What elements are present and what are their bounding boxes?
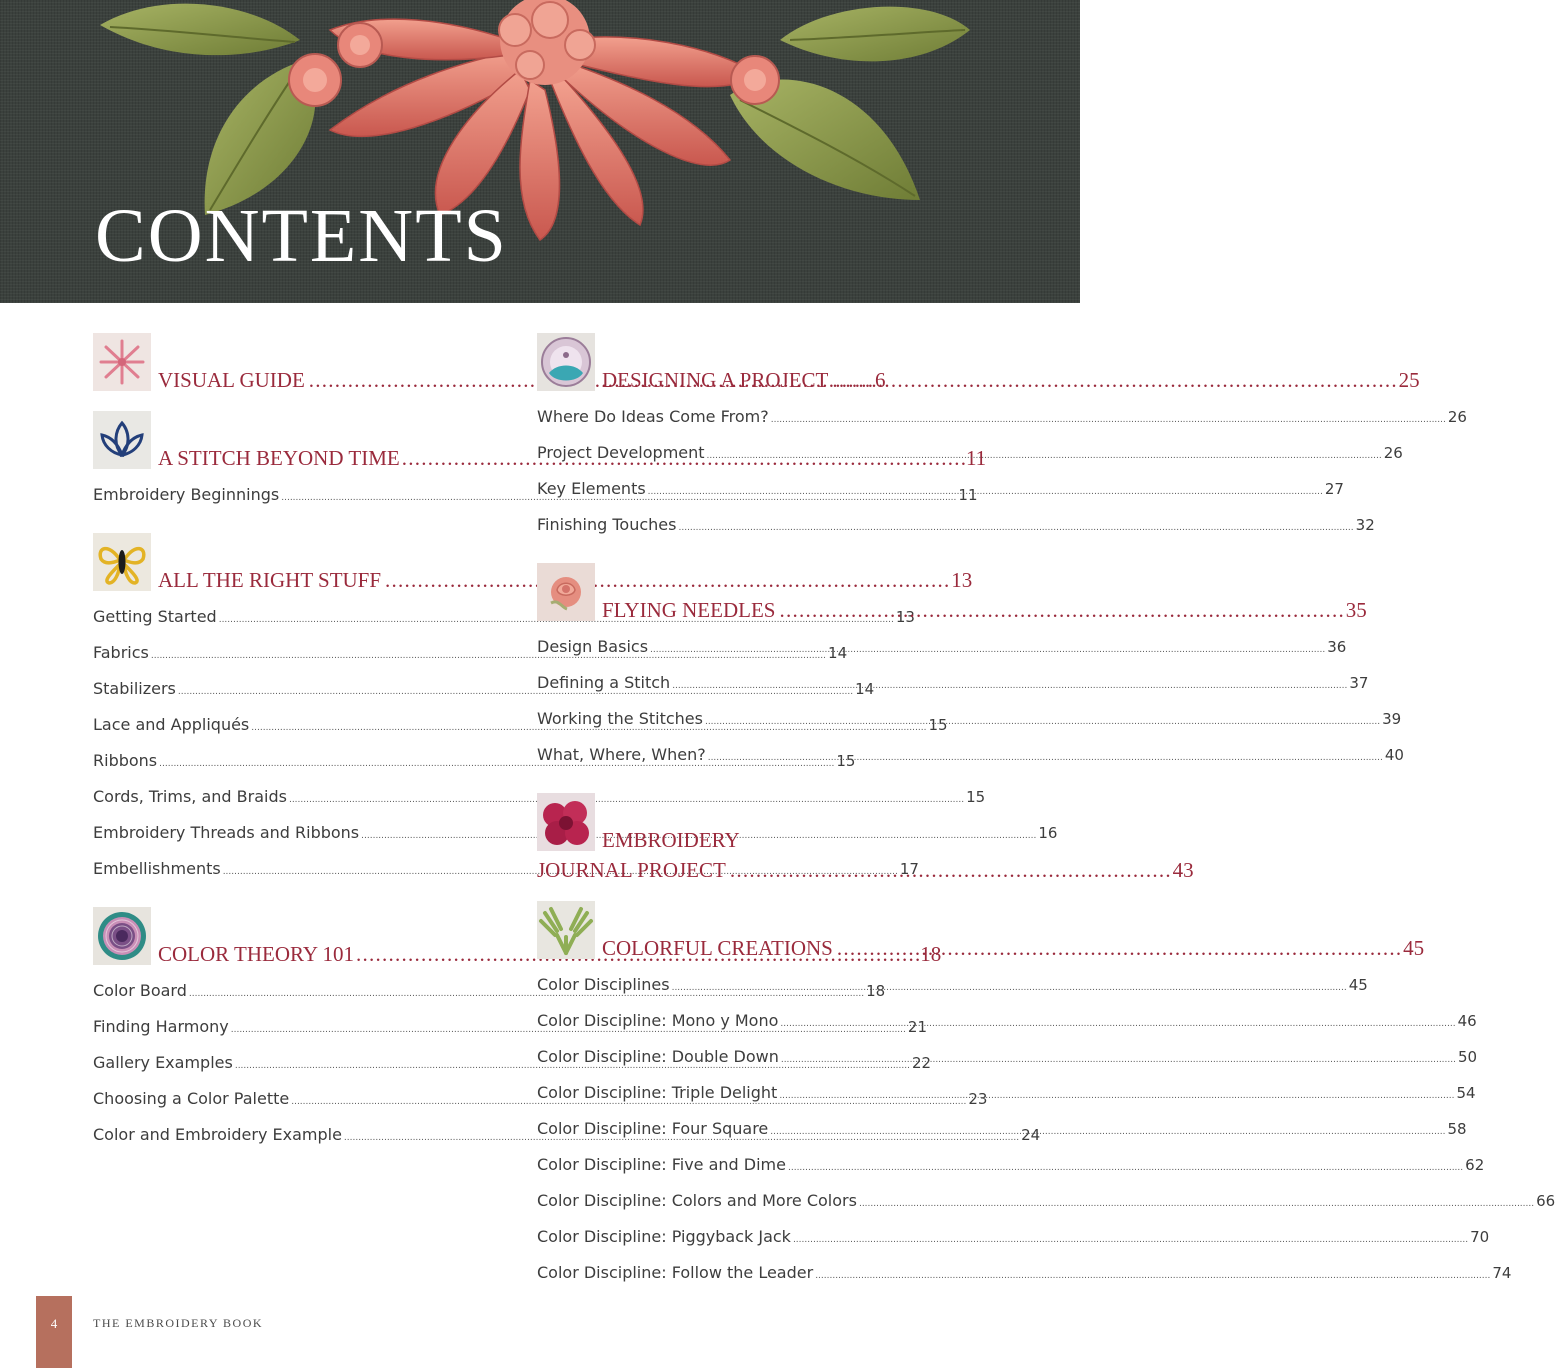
toc-entry[interactable] <box>537 1255 1512 1291</box>
toc-entry[interactable] <box>537 665 1369 701</box>
entry-page: 15 <box>836 752 856 770</box>
entry-label: Finishing Touches <box>537 515 677 534</box>
leaf-right-top <box>780 7 970 62</box>
entry-label: Color Disciplines <box>537 975 670 994</box>
entry-page: 24 <box>1021 1126 1041 1144</box>
section-page: 6 <box>875 368 886 392</box>
toc-entry[interactable] <box>537 399 1467 435</box>
purple-flower-icon <box>93 907 151 965</box>
entry-page: 22 <box>912 1054 932 1072</box>
dot-leader <box>650 632 1325 668</box>
entry-label: Color Board <box>93 981 187 1000</box>
section-page: 35 <box>1345 598 1367 622</box>
entry-label: Defining a Stitch <box>537 673 671 692</box>
entry-page: 23 <box>968 1090 988 1108</box>
toc-entry[interactable] <box>93 815 1058 851</box>
entry-page: 66 <box>1536 1192 1555 1210</box>
yellow-butterfly-icon <box>93 533 151 591</box>
dot-leader <box>832 370 1394 391</box>
entry-label: Finding Harmony <box>93 1017 229 1036</box>
section-title: COLORFUL CREATIONS <box>602 936 833 960</box>
dot-leader <box>780 1006 1455 1042</box>
entry-label: Where Do Ideas Come From? <box>537 407 769 426</box>
entry-label: Stabilizers <box>93 679 176 698</box>
entry-page: 14 <box>828 644 848 662</box>
toc-entry[interactable] <box>537 737 1404 773</box>
entry-page: 74 <box>1492 1264 1512 1282</box>
entry-page: 18 <box>866 982 886 1000</box>
section-page: 43 <box>1172 858 1194 882</box>
entry-page: 13 <box>895 608 915 626</box>
dot-leader <box>678 510 1353 546</box>
entry-label: Color and Embroidery Example <box>93 1125 342 1144</box>
section-page: 18 <box>920 942 942 966</box>
entry-label: Color Discipline: Follow the Leader <box>537 1263 814 1282</box>
section-title: VISUAL GUIDE <box>158 368 305 392</box>
entry-page: 40 <box>1384 746 1404 764</box>
section-page: 13 <box>951 568 973 592</box>
dot-leader <box>793 1222 1468 1258</box>
entry-label: Project Development <box>537 443 705 462</box>
dot-leader <box>771 402 1446 438</box>
dot-leader <box>708 740 1383 776</box>
section-page: 11 <box>965 446 987 470</box>
dot-leader <box>707 438 1382 474</box>
entry-page: 15 <box>966 788 986 806</box>
dot-leader <box>837 938 1399 959</box>
entry-page: 11 <box>958 486 978 504</box>
embroidered-button-icon <box>537 333 595 391</box>
section-page: 45 <box>1403 936 1425 960</box>
entry-label: Color Discipline: Triple Delight <box>537 1083 778 1102</box>
section-title: DESIGNING A PROJECT <box>602 368 829 392</box>
entry-label: Lace and Appliqués <box>93 715 250 734</box>
toc-entry[interactable] <box>537 629 1347 665</box>
entry-label: Design Basics <box>537 637 649 656</box>
entry-page: 26 <box>1447 408 1467 426</box>
toc-entry[interactable] <box>537 507 1375 543</box>
entry-page: 50 <box>1458 1048 1478 1066</box>
leaf-left-top <box>100 4 300 56</box>
section-title: FLYING NEEDLES <box>602 598 776 622</box>
blue-tulip-stitch-icon <box>93 411 151 469</box>
entry-label: Key Elements <box>537 479 646 498</box>
entry-label: Embellishments <box>93 859 221 878</box>
entry-label: Color Discipline: Five and Dime <box>537 1155 786 1174</box>
page-number-tab <box>36 1296 72 1368</box>
entry-page: 14 <box>855 680 875 698</box>
entry-page: 39 <box>1382 710 1402 728</box>
dot-leader <box>779 600 1341 621</box>
pink-star-stitch-icon <box>93 333 151 391</box>
dot-leader <box>815 1258 1490 1294</box>
dot-leader <box>705 704 1380 740</box>
entry-label: What, Where, When? <box>537 745 706 764</box>
entry-page: 27 <box>1324 480 1344 498</box>
entry-label: Cords, Trims, and Braids <box>93 787 287 806</box>
entry-page: 46 <box>1457 1012 1477 1030</box>
entry-page: 16 <box>1038 824 1058 842</box>
section-heading[interactable] <box>537 333 1420 392</box>
entry-label: Gallery Examples <box>93 1053 233 1072</box>
entry-page: 21 <box>907 1018 927 1036</box>
toc-entry[interactable] <box>537 1147 1485 1183</box>
toc-entry[interactable] <box>537 967 1368 1003</box>
dot-leader <box>859 1186 1534 1222</box>
entry-label: Color Discipline: Double Down <box>537 1047 779 1066</box>
toc-entry[interactable] <box>93 779 986 815</box>
entry-label: Embroidery Threads and Ribbons <box>93 823 360 842</box>
entry-label: Working the Stitches <box>537 709 703 728</box>
entry-label: Embroidery Beginnings <box>93 485 280 504</box>
section-page: 25 <box>1398 368 1420 392</box>
dot-leader <box>672 668 1347 704</box>
entry-label: Color Discipline: Four Square <box>537 1119 769 1138</box>
entry-label: Color Discipline: Piggyback Jack <box>537 1227 791 1246</box>
running-head: THE EMBROIDERY BOOK <box>93 1316 264 1330</box>
header-banner <box>0 0 1080 303</box>
section-heading[interactable] <box>93 533 973 592</box>
entry-page: 37 <box>1349 674 1369 692</box>
entry-label: Color Discipline: Mono y Mono <box>537 1011 779 1030</box>
entry-label: Fabrics <box>93 643 149 662</box>
entry-page: 15 <box>928 716 948 734</box>
entry-label: Ribbons <box>93 751 158 770</box>
dot-leader <box>672 970 1347 1006</box>
dot-leader <box>788 1150 1463 1186</box>
section-title: A STITCH BEYOND TIME <box>158 446 400 470</box>
entry-page: 58 <box>1447 1120 1467 1138</box>
entry-page: 26 <box>1383 444 1403 462</box>
section-title-line1: EMBROIDERY <box>602 828 740 852</box>
entry-label: Color Discipline: Colors and More Colors <box>537 1191 857 1210</box>
magenta-ribbon-flower-icon <box>537 793 595 851</box>
entry-page: 54 <box>1456 1084 1476 1102</box>
page-title: CONTENTS <box>95 194 508 278</box>
section-title-line2: JOURNAL PROJECT <box>537 858 726 882</box>
dot-leader <box>781 1042 1456 1078</box>
dot-leader <box>730 860 1169 881</box>
entry-page: 36 <box>1327 638 1347 656</box>
entry-page: 62 <box>1465 1156 1485 1174</box>
entry-page: 17 <box>899 860 919 878</box>
dot-leader <box>648 474 1323 510</box>
ribbon-rose-icon <box>537 563 595 621</box>
dot-leader <box>770 1114 1445 1150</box>
green-leaf-stitch-icon <box>537 901 595 959</box>
entry-page: 70 <box>1470 1228 1490 1246</box>
section-title: COLOR THEORY 101 <box>158 942 355 966</box>
toc-entry[interactable] <box>537 1219 1490 1255</box>
entry-label: Getting Started <box>93 607 217 626</box>
dot-leader <box>779 1078 1454 1114</box>
toc-entry[interactable] <box>537 1183 1555 1219</box>
section-title: ALL THE RIGHT STUFF <box>158 568 382 592</box>
entry-label: Choosing a Color Palette <box>93 1089 290 1108</box>
entry-page: 32 <box>1355 516 1375 534</box>
entry-page: 45 <box>1348 976 1368 994</box>
page-number: 4 <box>50 1316 58 1331</box>
